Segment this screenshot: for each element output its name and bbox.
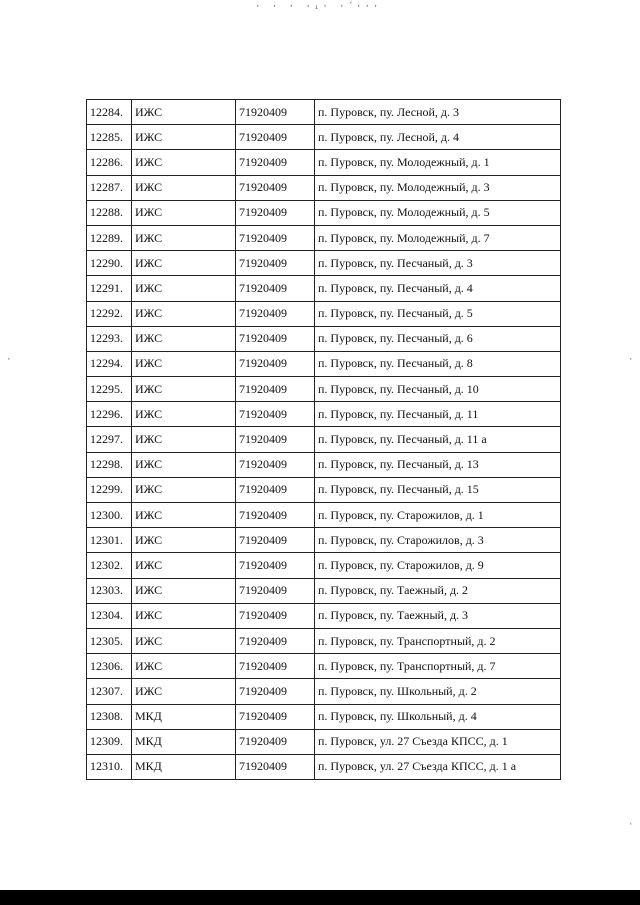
row-number-cell: 12309.: [87, 729, 132, 754]
oktmo-code-cell: 71920409: [236, 251, 315, 276]
table-row: [87, 225, 561, 250]
row-number-cell: 12305.: [87, 628, 132, 653]
building-type-cell: ИЖС: [132, 452, 236, 477]
table-row: [87, 477, 561, 502]
scan-noise-left: ·: [6, 355, 12, 365]
address-cell: п. Пуровск, пу. Старожилов, д. 3: [315, 528, 561, 553]
building-type-cell: ИЖС: [132, 402, 236, 427]
building-type-cell: ИЖС: [132, 553, 236, 578]
table-row: [87, 553, 561, 578]
oktmo-code-cell: 71920409: [236, 276, 315, 301]
row-number-cell: 12298.: [87, 452, 132, 477]
row-number-cell: 12299.: [87, 477, 132, 502]
row-number-cell: 12294.: [87, 351, 132, 376]
oktmo-code-cell: 71920409: [236, 326, 315, 351]
scan-noise-right: ·: [628, 355, 634, 365]
table-row: [87, 351, 561, 376]
building-type-cell: ИЖС: [132, 251, 236, 276]
table-body: [87, 100, 561, 780]
building-type-cell: ИЖС: [132, 528, 236, 553]
table-row: [87, 125, 561, 150]
table-row: [87, 503, 561, 528]
address-cell: п. Пуровск, пу. Лесной, д. 3: [315, 100, 561, 125]
building-type-cell: ИЖС: [132, 276, 236, 301]
address-cell: п. Пуровск, пу. Транспортный, д. 7: [315, 654, 561, 679]
oktmo-code-cell: 71920409: [236, 452, 315, 477]
row-number-cell: 12286.: [87, 150, 132, 175]
oktmo-code-cell: 71920409: [236, 503, 315, 528]
row-number-cell: 12289.: [87, 225, 132, 250]
table-row: [87, 654, 561, 679]
address-cell: п. Пуровск, пу. Школьный, д. 2: [315, 679, 561, 704]
table-row: [87, 326, 561, 351]
oktmo-code-cell: 71920409: [236, 578, 315, 603]
address-cell: п. Пуровск, пу. Песчаный, д. 10: [315, 377, 561, 402]
address-cell: п. Пуровск, пу. Транспортный, д. 2: [315, 628, 561, 653]
row-number-cell: 12291.: [87, 276, 132, 301]
scan-artifact-top: · · · ·ᵢ· ·´···: [255, 2, 382, 12]
scan-bottom-edge: [0, 890, 640, 905]
building-type-cell: ИЖС: [132, 603, 236, 628]
address-registry-table: [86, 99, 561, 780]
oktmo-code-cell: 71920409: [236, 200, 315, 225]
building-type-cell: ИЖС: [132, 477, 236, 502]
oktmo-code-cell: 71920409: [236, 603, 315, 628]
table-row: [87, 200, 561, 225]
row-number-cell: 12307.: [87, 679, 132, 704]
row-number-cell: 12302.: [87, 553, 132, 578]
oktmo-code-cell: 71920409: [236, 628, 315, 653]
row-number-cell: 12284.: [87, 100, 132, 125]
table-row: [87, 578, 561, 603]
row-number-cell: 12292.: [87, 301, 132, 326]
table-row: [87, 402, 561, 427]
table-row: [87, 100, 561, 125]
oktmo-code-cell: 71920409: [236, 528, 315, 553]
address-cell: п. Пуровск, пу. Молодежный, д. 7: [315, 225, 561, 250]
row-number-cell: 12304.: [87, 603, 132, 628]
scan-noise-right-lower: ·: [628, 820, 634, 830]
oktmo-code-cell: 71920409: [236, 704, 315, 729]
address-cell: п. Пуровск, пу. Лесной, д. 4: [315, 125, 561, 150]
address-cell: п. Пуровск, пу. Старожилов, д. 9: [315, 553, 561, 578]
address-cell: п. Пуровск, ул. 27 Съезда КПСС, д. 1: [315, 729, 561, 754]
table-row: [87, 427, 561, 452]
table-row: [87, 251, 561, 276]
table-row: [87, 603, 561, 628]
building-type-cell: ИЖС: [132, 503, 236, 528]
building-type-cell: ИЖС: [132, 125, 236, 150]
row-number-cell: 12287.: [87, 175, 132, 200]
oktmo-code-cell: 71920409: [236, 100, 315, 125]
address-cell: п. Пуровск, пу. Песчаный, д. 15: [315, 477, 561, 502]
address-cell: п. Пуровск, пу. Песчаный, д. 13: [315, 452, 561, 477]
oktmo-code-cell: 71920409: [236, 402, 315, 427]
building-type-cell: ИЖС: [132, 628, 236, 653]
row-number-cell: 12285.: [87, 125, 132, 150]
address-cell: п. Пуровск, пу. Молодежный, д. 3: [315, 175, 561, 200]
row-number-cell: 12295.: [87, 377, 132, 402]
building-type-cell: МКД: [132, 704, 236, 729]
building-type-cell: ИЖС: [132, 427, 236, 452]
row-number-cell: 12296.: [87, 402, 132, 427]
oktmo-code-cell: 71920409: [236, 754, 315, 779]
row-number-cell: 12290.: [87, 251, 132, 276]
oktmo-code-cell: 71920409: [236, 553, 315, 578]
address-cell: п. Пуровск, пу. Песчаный, д. 4: [315, 276, 561, 301]
table-row: [87, 528, 561, 553]
building-type-cell: МКД: [132, 729, 236, 754]
address-cell: п. Пуровск, пу. Школьный, д. 4: [315, 704, 561, 729]
building-type-cell: ИЖС: [132, 100, 236, 125]
building-type-cell: ИЖС: [132, 301, 236, 326]
table-row: [87, 452, 561, 477]
row-number-cell: 12288.: [87, 200, 132, 225]
address-cell: п. Пуровск, пу. Таежный, д. 2: [315, 578, 561, 603]
table-row: [87, 301, 561, 326]
table-row: [87, 175, 561, 200]
table-row: [87, 704, 561, 729]
building-type-cell: МКД: [132, 754, 236, 779]
address-cell: п. Пуровск, пу. Песчаный, д. 8: [315, 351, 561, 376]
oktmo-code-cell: 71920409: [236, 351, 315, 376]
row-number-cell: 12301.: [87, 528, 132, 553]
oktmo-code-cell: 71920409: [236, 729, 315, 754]
address-cell: п. Пуровск, пу. Песчаный, д. 11 а: [315, 427, 561, 452]
oktmo-code-cell: 71920409: [236, 150, 315, 175]
row-number-cell: 12293.: [87, 326, 132, 351]
building-type-cell: ИЖС: [132, 225, 236, 250]
building-type-cell: ИЖС: [132, 654, 236, 679]
table-row: [87, 628, 561, 653]
building-type-cell: ИЖС: [132, 326, 236, 351]
oktmo-code-cell: 71920409: [236, 427, 315, 452]
oktmo-code-cell: 71920409: [236, 679, 315, 704]
building-type-cell: ИЖС: [132, 679, 236, 704]
building-type-cell: ИЖС: [132, 377, 236, 402]
table-row: [87, 754, 561, 779]
oktmo-code-cell: 71920409: [236, 377, 315, 402]
row-number-cell: 12306.: [87, 654, 132, 679]
row-number-cell: 12303.: [87, 578, 132, 603]
oktmo-code-cell: 71920409: [236, 225, 315, 250]
table-row: [87, 729, 561, 754]
address-cell: п. Пуровск, пу. Молодежный, д. 5: [315, 200, 561, 225]
row-number-cell: 12308.: [87, 704, 132, 729]
address-cell: п. Пуровск, ул. 27 Съезда КПСС, д. 1 а: [315, 754, 561, 779]
address-cell: п. Пуровск, пу. Песчаный, д. 6: [315, 326, 561, 351]
oktmo-code-cell: 71920409: [236, 175, 315, 200]
address-cell: п. Пуровск, пу. Старожилов, д. 1: [315, 503, 561, 528]
address-cell: п. Пуровск, пу. Таежный, д. 3: [315, 603, 561, 628]
row-number-cell: 12310.: [87, 754, 132, 779]
oktmo-code-cell: 71920409: [236, 654, 315, 679]
building-type-cell: ИЖС: [132, 200, 236, 225]
building-type-cell: ИЖС: [132, 175, 236, 200]
oktmo-code-cell: 71920409: [236, 125, 315, 150]
address-cell: п. Пуровск, пу. Песчаный, д. 11: [315, 402, 561, 427]
building-type-cell: ИЖС: [132, 351, 236, 376]
address-cell: п. Пуровск, пу. Молодежный, д. 1: [315, 150, 561, 175]
table-row: [87, 377, 561, 402]
building-type-cell: ИЖС: [132, 150, 236, 175]
oktmo-code-cell: 71920409: [236, 301, 315, 326]
address-cell: п. Пуровск, пу. Песчаный, д. 5: [315, 301, 561, 326]
row-number-cell: 12300.: [87, 503, 132, 528]
row-number-cell: 12297.: [87, 427, 132, 452]
oktmo-code-cell: 71920409: [236, 477, 315, 502]
table-row: [87, 276, 561, 301]
table-row: [87, 150, 561, 175]
building-type-cell: ИЖС: [132, 578, 236, 603]
address-cell: п. Пуровск, пу. Песчаный, д. 3: [315, 251, 561, 276]
table-row: [87, 679, 561, 704]
